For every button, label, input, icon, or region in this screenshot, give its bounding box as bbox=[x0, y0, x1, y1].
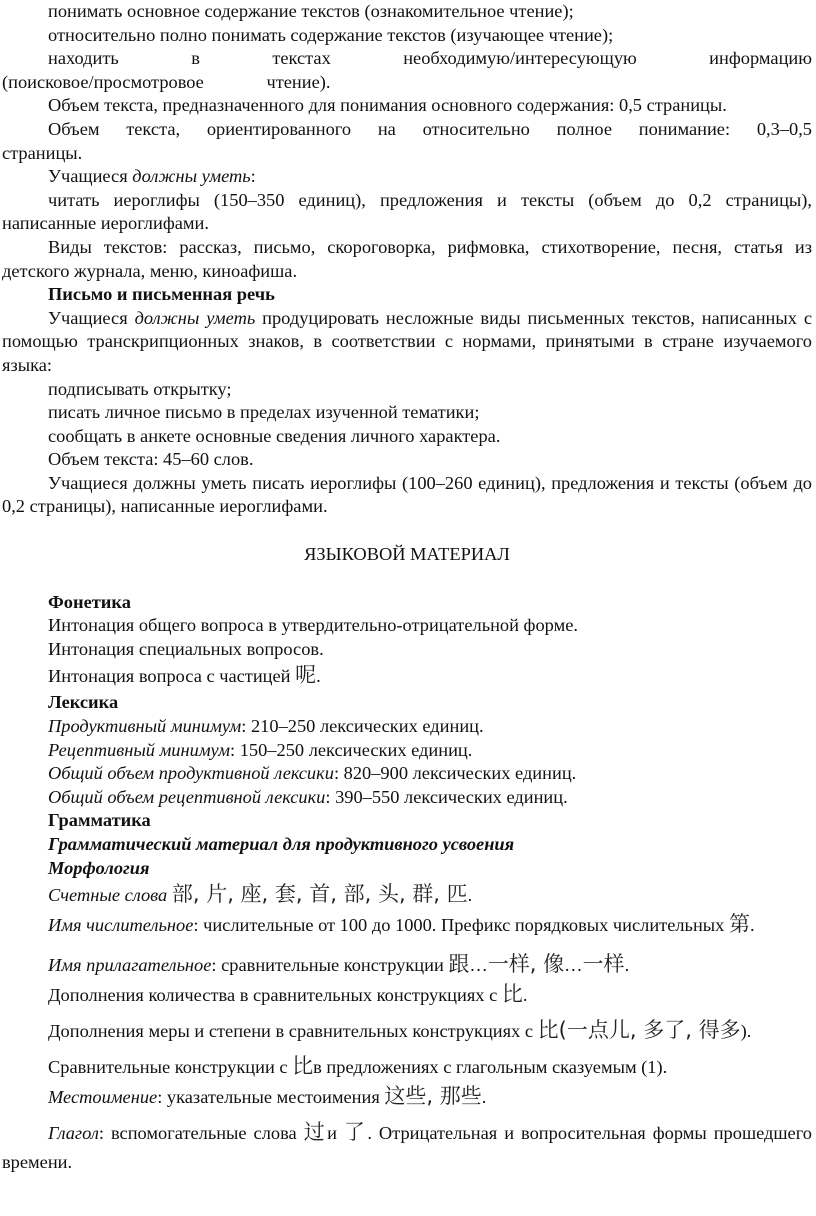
counters-end: . bbox=[467, 885, 473, 906]
particle-ne-glyph: 呢 bbox=[295, 663, 317, 688]
reading-line-6-c: : bbox=[250, 166, 256, 187]
reading-line-6-b: должны уметь bbox=[132, 166, 251, 187]
lexis-line-3-text: : 820–900 лексических единиц. bbox=[333, 763, 577, 784]
lexis-line-3 bbox=[2, 762, 812, 786]
bi-glyph-2: 比 bbox=[292, 1054, 314, 1079]
comparative-line bbox=[2, 1052, 812, 1082]
adjective-label: Имя прилагательное bbox=[48, 955, 212, 976]
demonstrative-glyphs: 这些, 那些 bbox=[384, 1084, 482, 1109]
lexis-line-1-text: : 210–250 лексических единиц. bbox=[241, 716, 484, 737]
lexis-line-2 bbox=[2, 739, 812, 763]
reading-line-6 bbox=[2, 165, 812, 189]
spacer bbox=[2, 567, 812, 591]
morphology-heading: Морфология bbox=[48, 857, 150, 878]
writing-line-4: Объем текста: 45–60 слов. bbox=[48, 449, 254, 470]
phonetics-line-3-end: . bbox=[316, 666, 321, 687]
adjective-end: . bbox=[624, 955, 630, 976]
writing-p1-a: Учащиеся bbox=[48, 307, 135, 328]
pronoun-line bbox=[2, 1082, 812, 1112]
reading-line-5: Объем текста, ориентированного на относительно полное понимание: 0,3–0,5 страницы. bbox=[2, 118, 812, 163]
lexis-line-2-label: Рецептивный минимум bbox=[48, 739, 231, 760]
pronoun-end: . bbox=[481, 1087, 487, 1108]
verb-label: Глагол bbox=[48, 1123, 99, 1144]
reading-line-7: читать иероглифы (150–350 единиц), предложения и тексты (объем до 0,2 страницы), написанные иероглифами. bbox=[2, 189, 812, 234]
pronoun-text: : указательные местоимения bbox=[157, 1087, 385, 1108]
lexis-line-3-label: Общий объем продуктивной лексики bbox=[48, 763, 334, 784]
lexis-line-4-text: : 390–550 лексических единиц. bbox=[325, 786, 568, 807]
reading-line-4: Объем текста, предназначенного для понимания основного содержания: 0,5 страницы. bbox=[48, 95, 727, 116]
verb-text: : вспомогательные слова bbox=[98, 1123, 304, 1144]
phonetics-heading: Фонетика bbox=[48, 591, 131, 612]
writing-line-3: сообщать в анкете основные сведения личного характера. bbox=[48, 425, 501, 446]
phonetics-line-1: Интонация общего вопроса в утвердительно-отрицательной форме. bbox=[48, 615, 578, 636]
degree-text: Дополнения меры и степени в сравнительных конструкциях с bbox=[48, 1021, 538, 1042]
adjective-line bbox=[2, 950, 812, 980]
numeral-end: . bbox=[749, 915, 755, 936]
verb-mid: и bbox=[327, 1123, 344, 1144]
phonetics-line-2: Интонация специальных вопросов. bbox=[48, 638, 324, 659]
lexis-line-1 bbox=[2, 715, 812, 739]
quantity-text: Дополнения количества в сравнительных конструкциях с bbox=[48, 985, 502, 1006]
phonetics-line-3 bbox=[2, 661, 812, 691]
reading-line-1: понимать основное содержание текстов (ознакомительное чтение); bbox=[48, 1, 574, 21]
reading-line-2: относительно полно понимать содержание текстов (изучающее чтение); bbox=[48, 24, 614, 45]
writing-line-5: Учащиеся должны уметь писать иероглифы (100–260 единиц), предложения и тексты (объем до 0,2 страницы), написанные иероглифами. bbox=[2, 472, 812, 517]
numeral-label: Имя числительное bbox=[48, 915, 194, 936]
verb-end: . Отрицательная и вопросительная формы прошедшего времени. bbox=[2, 1123, 812, 1173]
adjective-dots-2: … bbox=[564, 955, 583, 976]
comparative-text-a: Сравнительные конструкции с bbox=[48, 1057, 293, 1078]
lexis-line-4 bbox=[2, 786, 812, 810]
bi-glyph: 比 bbox=[501, 982, 523, 1007]
verb-line bbox=[2, 1118, 812, 1177]
writing-line-1: подписывать открытку; bbox=[48, 378, 232, 399]
gen-glyph: 跟 bbox=[448, 952, 470, 977]
yiyang-glyphs: 一样 bbox=[582, 952, 625, 977]
numeral-text: : числительные от 100 до 1000. Префикс порядковых числительных bbox=[193, 915, 729, 936]
yiyang-xiang-glyphs: 一样, 像 bbox=[487, 952, 565, 977]
pronoun-label: Местоимение bbox=[48, 1087, 158, 1108]
quantity-end: . bbox=[522, 985, 528, 1006]
spacer bbox=[2, 940, 812, 950]
spacer bbox=[2, 519, 812, 543]
lexis-heading: Лексика bbox=[48, 692, 119, 713]
section-title: ЯЗЫКОВОЙ МАТЕРИАЛ bbox=[304, 544, 510, 565]
reading-line-8: Виды текстов: рассказ, письмо, скороговорка, рифмовка, стихотворение, песня, статья из детского журнала, меню, киноафиша. bbox=[2, 236, 812, 281]
counters-label: Счетные слова bbox=[48, 885, 172, 906]
adjective-dots-1: … bbox=[469, 955, 488, 976]
degree-end: ). bbox=[740, 1021, 752, 1042]
phonetics-line-3-text: Интонация вопроса с частицей bbox=[48, 666, 296, 687]
degree-complement-line bbox=[2, 1016, 812, 1046]
grammar-subheading: Грамматический материал для продуктивного усвоения bbox=[48, 834, 515, 854]
lexis-line-4-label: Общий объем рецептивной лексики bbox=[48, 786, 326, 807]
reading-line-3: находить в текстах необходимую/интересующую информацию (поисковое/просмотровое чтение). bbox=[2, 48, 812, 92]
degree-glyphs: 比(一点儿, 多了, 得多 bbox=[537, 1018, 741, 1043]
adjective-text: : сравнительные конструкции bbox=[211, 955, 449, 976]
writing-line-2: писать личное письмо в пределах изученной тематики; bbox=[48, 402, 480, 423]
writing-paragraph-1 bbox=[2, 307, 812, 378]
lexis-line-2-text: : 150–250 лексических единиц. bbox=[230, 739, 473, 760]
guo-glyph: 过 bbox=[303, 1120, 328, 1145]
le-glyph: 了 bbox=[343, 1120, 368, 1145]
quantity-complement-line bbox=[2, 980, 812, 1010]
lexis-line-1-label: Продуктивный минимум bbox=[48, 716, 242, 737]
comparative-text-b: в предложениях с глагольным сказуемым (1). bbox=[313, 1057, 668, 1078]
reading-line-6-a: Учащиеся bbox=[48, 166, 133, 187]
writing-p1-c: продуцировать несложные виды письменных текстов, написанных с помощью транскрипционных знаков, в соответствии с нормами, принятыми в стране изучаемого языка: bbox=[2, 307, 812, 375]
ordinal-prefix-glyph: 第 bbox=[728, 912, 750, 937]
counter-glyphs: 部, 片, 座, 套, 首, 部, 头, 群, 匹 bbox=[171, 882, 468, 907]
grammar-heading: Грамматика bbox=[48, 810, 151, 831]
writing-heading: Письмо и письменная речь bbox=[48, 284, 275, 305]
counters-line bbox=[2, 880, 812, 910]
numeral-line bbox=[2, 910, 812, 940]
writing-p1-b: должны уметь bbox=[134, 307, 256, 328]
